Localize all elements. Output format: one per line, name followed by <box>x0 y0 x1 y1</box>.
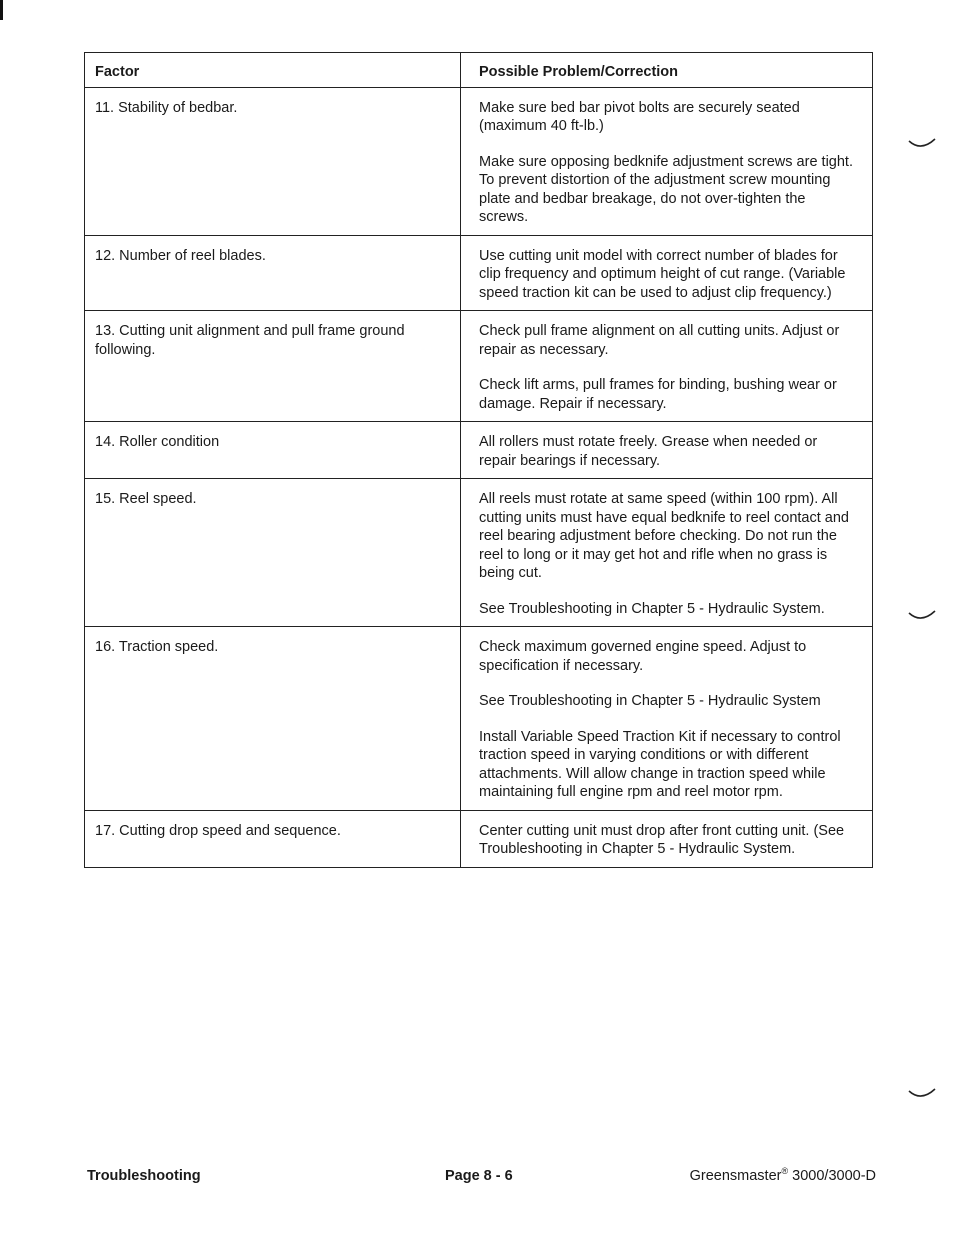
registered-mark: ® <box>781 1166 789 1177</box>
footer-page-number: Page 8 - 6 <box>445 1168 513 1184</box>
table-header-row <box>85 53 873 88</box>
table-row <box>85 422 873 479</box>
factor-cell: 14. Roller condition <box>85 422 461 479</box>
correction-paragraph: Check lift arms, pull frames for binding, bushing wear or damage. Repair if necessary. <box>479 377 837 412</box>
table-body <box>85 87 873 867</box>
correction-cell <box>461 810 873 867</box>
correction-paragraph: All reels must rotate at same speed (within 100 rpm). All cutting units must have equal bedknife to reel contact and reel bearing adjustment before checking. Do not run the reel to long or it may get hot and rifle when no grass is being cut. <box>479 491 849 581</box>
factor-cell: 17. Cutting drop speed and sequence. <box>85 810 461 867</box>
correction-paragraph: Make sure opposing bedknife adjustment screws are tight. To prevent distortion of the adjustment screw mounting plate and bedbar breakage, do not over-tighten the screws. <box>479 153 853 225</box>
binder-mark-icon <box>907 1088 937 1102</box>
correction-paragraph: Use cutting unit model with correct number of blades for clip frequency and optimum height of cut range. (Variable speed traction kit can be used to adjust clip frequency.) <box>479 247 846 301</box>
correction-cell <box>461 235 873 311</box>
factor-cell: 13. Cutting unit alignment and pull frame ground following. <box>85 311 461 422</box>
correction-paragraph: See Troubleshooting in Chapter 5 - Hydraulic System <box>479 693 821 709</box>
table-row <box>85 810 873 867</box>
factor-cell: 11. Stability of bedbar. <box>85 87 461 235</box>
correction-paragraph: Install Variable Speed Traction Kit if necessary to control traction speed in varying conditions or with different attachments. Will allow change in traction speed while maintaining full engine rpm and reel motor rpm. <box>479 728 841 800</box>
troubleshooting-table <box>84 52 873 868</box>
scan-edge-mark <box>0 0 3 20</box>
correction-paragraph: See Troubleshooting in Chapter 5 - Hydraulic System. <box>479 600 825 617</box>
correction-cell <box>461 87 873 235</box>
correction-paragraph: All rollers must rotate freely. Grease when needed or repair bearings if necessary. <box>479 434 818 469</box>
correction-paragraph: Center cutting unit must drop after front cutting unit. (See Troubleshooting in Chapter 5 - Hydraulic System. <box>479 822 845 857</box>
table-row <box>85 87 873 235</box>
correction-cell <box>461 627 873 811</box>
footer-section: Troubleshooting <box>87 1168 201 1184</box>
table-row <box>85 235 873 311</box>
table-row <box>85 311 873 422</box>
binder-mark-icon <box>907 138 937 152</box>
correction-paragraph: Check maximum governed engine speed. Adjust to specification if necessary. <box>479 639 807 674</box>
correction-cell <box>461 422 873 479</box>
header-factor: Factor <box>85 53 461 88</box>
correction-paragraph: Make sure bed bar pivot bolts are securely seated (maximum 40 ft-lb.) <box>479 99 800 134</box>
binder-mark-icon <box>907 610 937 624</box>
table-row <box>85 479 873 627</box>
correction-paragraph: Check pull frame alignment on all cutting units. Adjust or repair as necessary. <box>479 323 840 358</box>
footer-product <box>690 1168 876 1184</box>
factor-cell: 16. Traction speed. <box>85 627 461 811</box>
header-correction: Possible Problem/Correction <box>461 53 873 88</box>
product-name: Greensmaster <box>689 1168 782 1184</box>
factor-cell: 15. Reel speed. <box>85 479 461 627</box>
product-model: 3000/3000-D <box>792 1168 876 1184</box>
factor-cell: 12. Number of reel blades. <box>85 235 461 311</box>
correction-cell <box>461 311 873 422</box>
correction-cell <box>461 479 873 627</box>
table-row <box>85 627 873 811</box>
